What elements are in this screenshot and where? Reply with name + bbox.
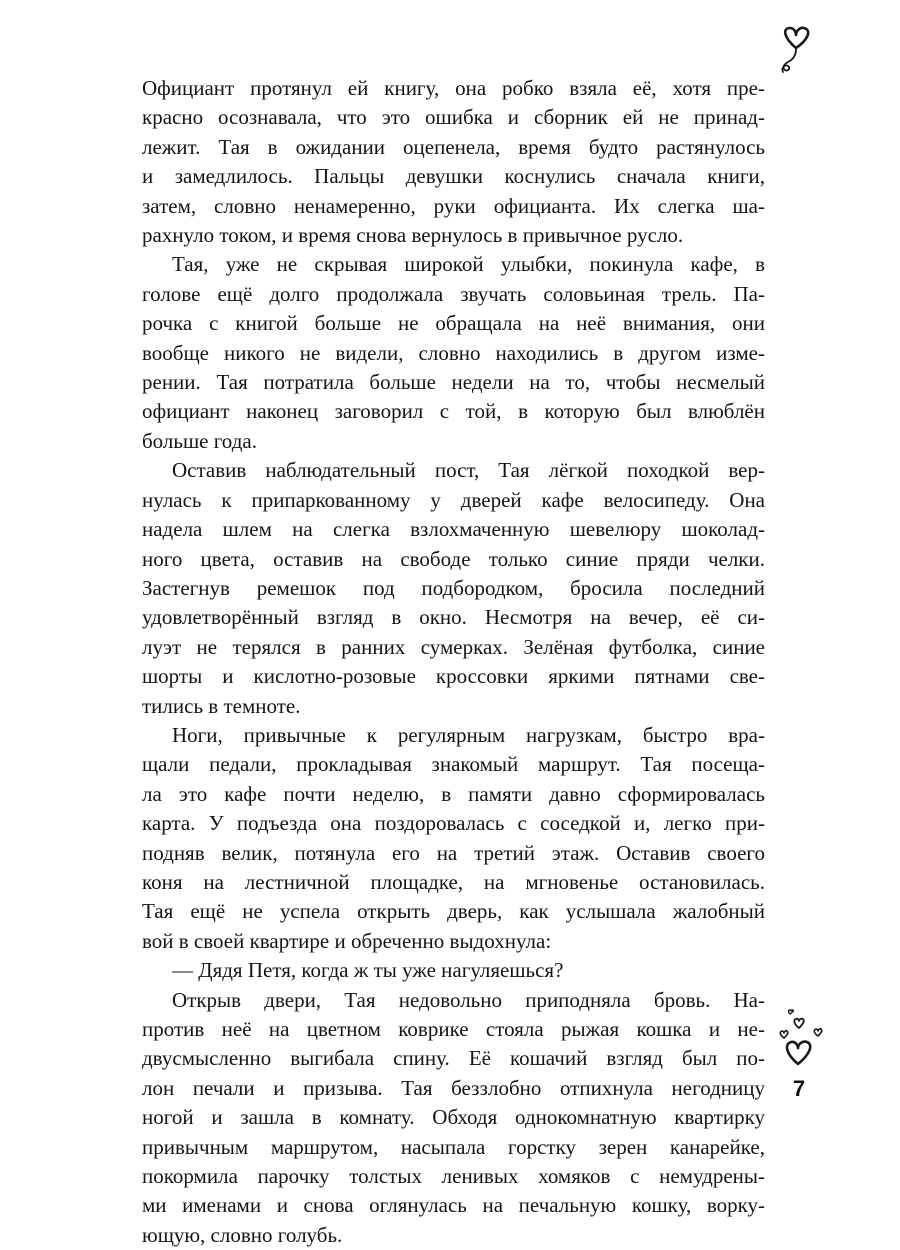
text-line: ного цвета, оставив на свободе только синие пряди челки. [142,546,765,571]
text-line: карта. У подъезда она поздоровалась с соседкой и, легко при- [142,811,765,836]
text-line: красно осознавала, что это ошибка и сборник ей не принад- [142,105,765,130]
text-line: рахнуло током, и время снова вернулось в привычное русло. [142,223,684,248]
text-line: лежит. Тая в ожидании оцепенела, время будто растянулось [142,134,765,159]
text-line: привычным маршрутом, насыпала горстку зерен канарейке, [142,1134,765,1159]
text-line: Ноги, привычные к регулярным нагрузкам, быстро вра- [172,722,765,747]
text-line: шорты и кислотно-розовые кроссовки яркими пятнами све- [142,664,765,689]
text-line: надела шлем на слегка взлохмаченную шевелюру шоколад- [142,517,765,542]
text-line: вообще никого не видели, словно находились в другом изме- [142,340,765,365]
text-line: двусмысленно выгибала спину. Её кошачий взгляд был по- [142,1046,765,1071]
paragraph [142,456,765,721]
hearts-cluster-icon [778,1008,828,1072]
paragraph [142,721,765,956]
text-line: вой в своей квартире и обреченно выдохнула: [142,928,552,953]
text-line: коня на лестничной площадке, на мгновенье остановилась. [142,869,765,894]
text-line: ми именами и снова оглянулась на печальную кошку, ворку- [142,1193,765,1218]
text-line: лон печали и призыва. Тая беззлобно отпихнула негодницу [142,1075,765,1100]
text-line: рении. Тая потратила больше недели на то, чтобы несмелый [142,370,765,395]
page-number: 7 [792,1076,806,1101]
text-line: рочка с книгой больше не обращала на неё внимания, они [142,311,765,336]
text-line: голове ещё долго продолжала звучать соловьиная трель. Па- [142,281,765,306]
text-line: нулась к припаркованному у дверей кафе велосипеду. Она [142,487,765,512]
text-line: удовлетворённый взгляд в окно. Несмотря на вечер, её си- [142,605,765,630]
text-line: Тая, уже не скрывая широкой улыбки, покинула кафе, в [172,252,765,277]
text-line: Тая ещё не успела открыть дверь, как услышала жалобный [142,899,765,924]
paragraph [142,956,765,985]
text-line: затем, словно ненамеренно, руки официанта. Их слегка ша- [142,193,765,218]
text-line: официант наконец заговорил с той, в которую был влюблён [142,399,765,424]
paragraph [142,986,765,1250]
text-line: подняв велик, потянула его на третий этаж. Оставив своего [142,840,765,865]
text-line: Открыв двери, Тая недовольно приподняла бровь. На- [172,987,765,1012]
text-line: тились в темноте. [142,693,301,718]
text-line: против неё на цветном коврике стояла рыжая кошка и не- [142,1017,765,1041]
text-line: луэт не терялся в ранних сумерках. Зелёная футболка, синие [142,634,765,659]
paragraph [142,74,765,250]
paragraph [142,250,765,456]
text-line: и замедлилось. Пальцы девушки коснулись сначала книги, [142,164,765,189]
text-line: ющую, словно голубь. [142,1222,343,1247]
text-line: больше года. [142,428,257,453]
text-line: ногой и зашла в комнату. Обходя однокомнатную квартирку [142,1105,765,1130]
page-body [142,74,765,1250]
text-line: Оставив наблюдательный пост, Тая лёгкой походкой вер- [172,458,765,483]
text-line: — Дядя Петя, когда ж ты уже нагуляешься? [172,958,564,983]
heart-doodle-icon [776,24,816,80]
text-line: щали педали, прокладывая знакомый маршрут. Тая посеща- [142,752,765,777]
text-line: ла это кафе почти неделю, в памяти давно сформировалась [142,781,765,806]
text-line: Официант протянул ей книгу, она робко взяла её, хотя пре- [142,76,765,100]
text-line: Застегнув ремешок под подбородком, бросила последний [142,575,765,600]
text-line: покормила парочку толстых ленивых хомяков с немудрены- [142,1164,765,1189]
